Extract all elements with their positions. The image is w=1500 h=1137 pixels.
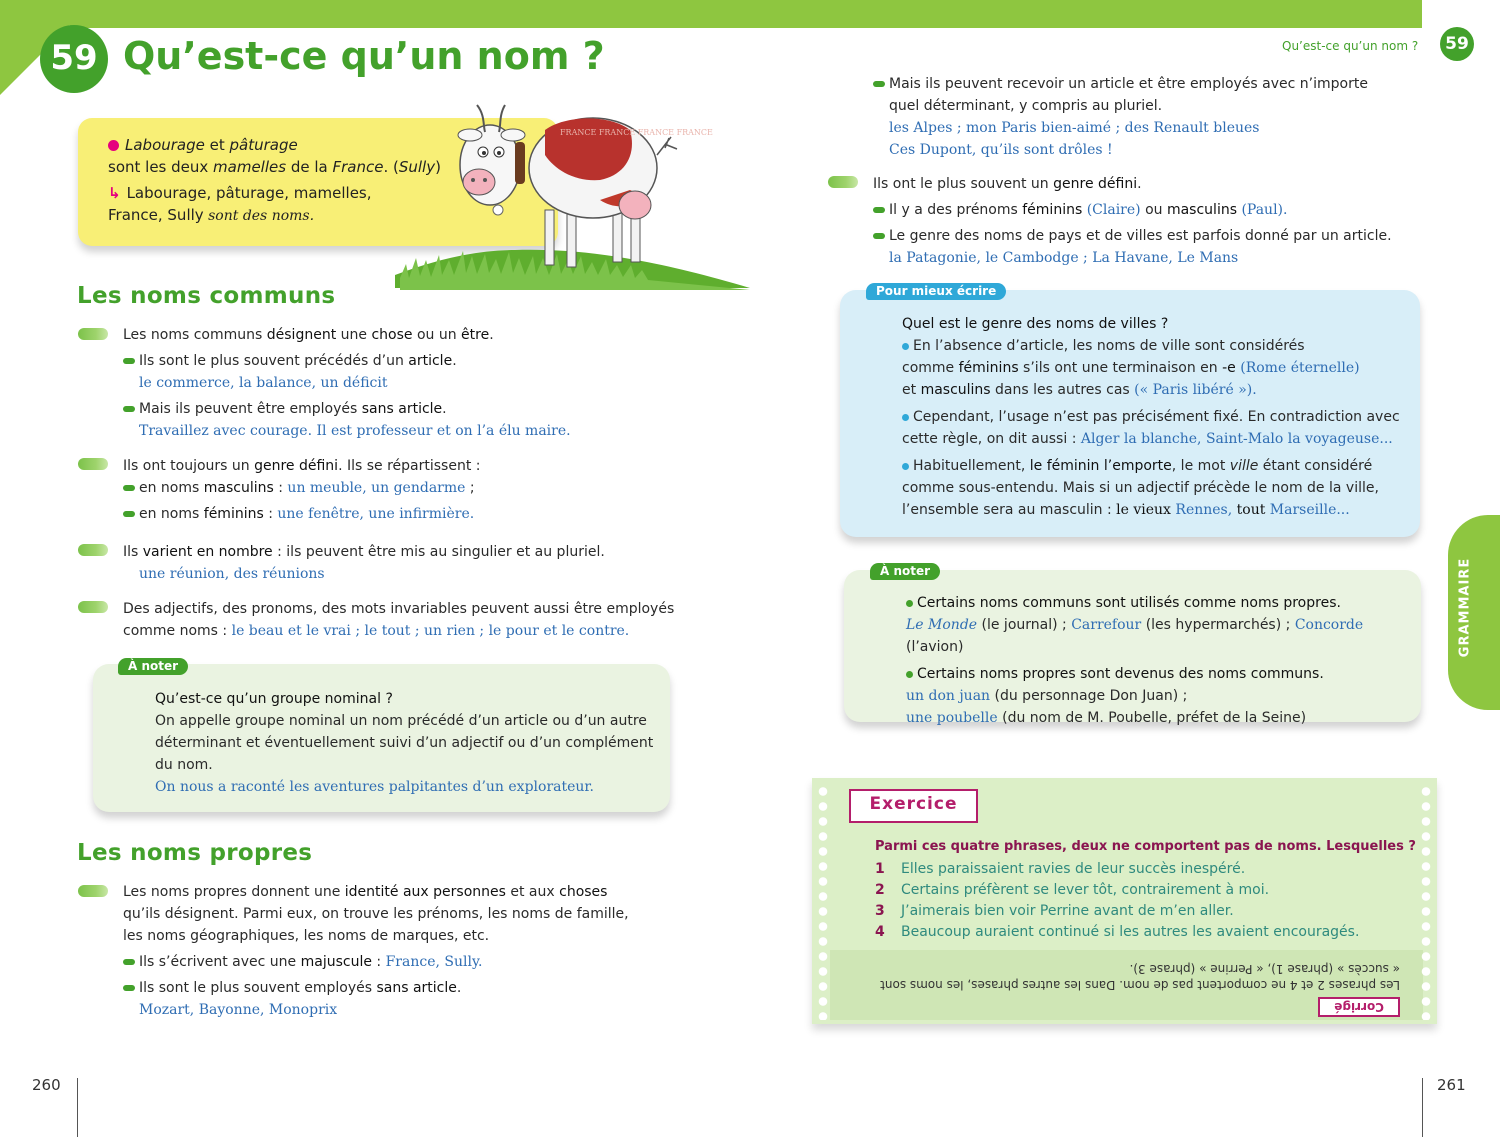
bullet-pill-icon xyxy=(78,328,108,340)
mieux-ecrire-tag: Pour mieux écrire xyxy=(866,283,1006,300)
corrige-upside-down: Corrigé Les phrases 2 et 4 ne comportent pas de nom. Dans les autres phrases, les noms sont « succès » (phrase 1), « Perrine » (phrase 3). xyxy=(862,955,1400,1017)
dash-bullet-icon xyxy=(873,207,885,213)
propres-p1: Les noms propres donnent une identité aux personnes et aux choses qu’ils désignent. Parmi eux, on trouve les prénoms, les noms de famille, les noms géographiques, les noms de marques, etc. Ils s’écrivent avec une majuscule : France, Sully. Ils sont le plus souvent employés sans article. Mozart, Bayonne, Monoprix xyxy=(123,884,629,1018)
exercise-item xyxy=(875,922,1415,943)
cow-icon xyxy=(458,105,713,267)
page-number-left: 260 xyxy=(32,1076,61,1094)
dash-bullet-icon xyxy=(123,959,135,965)
dash-bullet-icon xyxy=(123,485,135,491)
arrow-icon: ↳ xyxy=(108,184,121,202)
exercise-item xyxy=(875,859,1415,880)
dash-bullet-icon xyxy=(123,406,135,412)
top-green-band xyxy=(70,0,1422,28)
bullet-pill-icon xyxy=(78,458,108,470)
note-1-text: Qu’est-ce qu’un groupe nominal ? On appelle groupe nominal un nom précédé d’un article ou d’un autre déterminant et éventuellement suivi d’un adjectif ou d’un complément du nom. On nous a raconté les aventures palpitantes d’un explorateur. xyxy=(155,691,654,795)
communs-p1-sub1: Ils sont le plus souvent précédés d’un article. le commerce, la balance, un déficit xyxy=(123,350,683,394)
exercise-title: Exercice xyxy=(869,794,958,814)
dot-bullet-icon xyxy=(902,463,909,470)
running-title: Qu’est-ce qu’un nom ? xyxy=(1282,39,1419,53)
mieux-ecrire-text: Quel est le genre des noms de villes ? En l’absence d’article, les noms de ville sont considérés comme féminins s’ils ont une terminaison en -e (Rome éternelle) et masculins dans les autres cas (« Paris libéré »). Cependant, l’usage n’est pas précisément fixé. En contradiction avec cette règle, on dit aussi : Alger la blanche, Saint-Malo la voyageuse... Habituellement, le féminin l’emporte, le mot ville étant considéré comme sous-entendu. Mais si un adjectif précède le nom de la ville, l’ensemble sera au masculin : le vieux Rennes, tout Marseille... xyxy=(902,316,1400,518)
page-rule-left xyxy=(77,1078,78,1137)
dot-bullet-icon xyxy=(906,600,913,607)
lesson-number-badge xyxy=(40,25,108,93)
exercise-item-text: Certains préfèrent se lever tôt, contrairement à moi. xyxy=(901,882,1270,898)
bullet-pill-icon xyxy=(828,176,858,188)
perforation-right xyxy=(1420,784,1432,1020)
intro-bullet-icon xyxy=(108,140,119,151)
page-title: Qu’est-ce qu’un nom ? xyxy=(123,34,605,78)
exercise-question: Parmi ces quatre phrases, deux ne comportent pas de noms. Lesquelles ? xyxy=(875,839,1416,854)
exercise-item xyxy=(875,901,1415,922)
running-number-badge: 59 xyxy=(1440,27,1474,61)
note-2-text: Certains noms communs sont utilisés comme noms propres. Le Monde (le journal) ; Carrefour (les hypermarchés) ; Concorde (l’avion) Certains noms propres sont devenus des noms communs. un don juan (du personnage Don Juan) ; une poubelle (du nom de M. Poubelle, préfet de la Seine) xyxy=(906,595,1364,726)
note-tag-1: À noter xyxy=(118,658,188,675)
page-number-right: 261 xyxy=(1437,1076,1466,1094)
dot-bullet-icon xyxy=(906,671,913,678)
lesson-number: 59 xyxy=(50,38,98,78)
communs-p3: Ils varient en nombre : ils peuvent être mis au singulier et au pluriel. une réunion, des réunions xyxy=(123,544,605,582)
dash-bullet-icon xyxy=(123,511,135,517)
communs-p2: Ils ont toujours un genre défini. Ils se répartissent : en noms masculins : un meuble, un gendarme ; en noms féminins : une fenêtre, une infirmière. xyxy=(123,458,481,522)
dash-bullet-icon xyxy=(873,81,885,87)
exercise-item-number: 2 xyxy=(875,882,885,898)
bullet-pill-icon xyxy=(78,885,108,897)
exercise-item xyxy=(875,880,1415,901)
communs-p1-sub2: Mais ils peuvent être employés sans article. Travaillez avec courage. Il est professeur et on l’a élu maire. xyxy=(123,398,683,442)
note-tag-2: À noter xyxy=(870,563,940,580)
exercise-item-text: Elles paraissaient ravies de leur succès inespéré. xyxy=(901,861,1246,877)
perforation-left xyxy=(817,784,829,1020)
dot-bullet-icon xyxy=(902,343,909,350)
page-rule-right xyxy=(1422,1078,1423,1137)
corrige-label[interactable]: Corrigé xyxy=(1318,997,1400,1017)
propres-s3: Mais ils peuvent recevoir un article et être employés avec n’importe quel déterminant, y compris au pluriel. les Alpes ; mon Paris bien-aimé ; des Renault bleues Ces Dupont, qu’ils sont drôles ! xyxy=(873,73,1393,161)
exercise-list xyxy=(875,859,1415,943)
dot-bullet-icon xyxy=(902,414,909,421)
communs-p1: Les noms communs désignent une chose ou un être. xyxy=(123,327,494,343)
bullet-pill-icon xyxy=(78,601,108,613)
dash-bullet-icon xyxy=(123,358,135,364)
section-title-communs: Les noms communs xyxy=(77,283,336,309)
bullet-pill-icon xyxy=(78,544,108,556)
exercise-item-number: 3 xyxy=(875,903,885,919)
side-tab-label: GRAMMAIRE xyxy=(1457,557,1473,658)
section-title-propres: Les noms propres xyxy=(77,840,313,866)
exercise-item-text: Beaucoup auraient continué si les autres les avaient encouragés. xyxy=(901,924,1360,940)
dash-bullet-icon xyxy=(873,233,885,239)
cow-illustration xyxy=(395,100,755,295)
communs-p4: Des adjectifs, des pronoms, des mots invariables peuvent aussi être employés comme noms : le beau et le vrai ; le tout ; un rien ; le pour et le contre. xyxy=(123,601,675,639)
side-tab-grammaire[interactable] xyxy=(1448,515,1500,710)
exercise-item-number: 1 xyxy=(875,861,885,877)
exercise-item-text: J’aimerais bien voir Perrine avant de m’en aller. xyxy=(901,903,1234,919)
intro-text: Labourage et pâturage sont les deux mamelles de la France. (Sully) ↳ Labourage, pâturage, mamelles, France, Sully sont des noms. xyxy=(108,136,441,224)
exercise-item-number: 4 xyxy=(875,924,885,940)
svg-text:FRANCE FRANCE FRANCE FRANCE: FRANCE FRANCE FRANCE FRANCE xyxy=(560,128,713,137)
dash-bullet-icon xyxy=(123,985,135,991)
propres-p2: Ils ont le plus souvent un genre défini. Il y a des prénoms féminins (Claire) ou masculins (Paul). Le genre des noms de pays et de villes est parfois donné par un article. la Patagonie, le Cambodge ; La Havane, Le Mans xyxy=(873,176,1392,266)
